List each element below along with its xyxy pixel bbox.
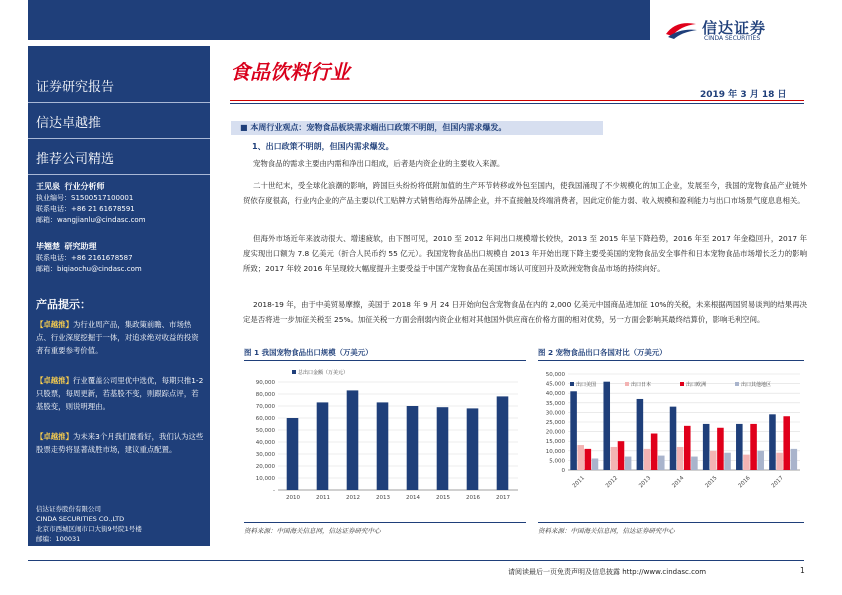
- x-tick-label: 2011: [571, 475, 586, 490]
- legend-swatch: [735, 382, 739, 386]
- x-tick-label: 2014: [671, 475, 686, 490]
- bar: [691, 457, 698, 470]
- figure-rule: [244, 522, 526, 523]
- page-title: 食品饮料行业: [230, 60, 350, 84]
- tip-item: [36, 318, 204, 357]
- email-label: 邮箱：: [36, 216, 57, 224]
- y-tick-label: 40,000: [255, 440, 275, 446]
- bar: [658, 456, 665, 470]
- paragraph: 二十世纪末，受全球化浪潮的影响，跨国巨头纷纷将低附加值的生产环节转移或外包至国内，使我国涌现了不少规模化的加工企业，发展至今，我国的宠物食品产业链外贸依存度很高，行业内企业的产品主要以代工贴牌方式销售给海外品牌企业，并不直接触及终端消费者，因此定价能力弱、收入规模和盈利能力与出口市场景气度息息相关。: [243, 181, 807, 205]
- bar: [736, 424, 743, 470]
- bar: [684, 426, 691, 470]
- tip-tag: 【卓越推】: [36, 432, 73, 441]
- x-tick-label: 2015: [704, 475, 719, 490]
- bar: [347, 390, 359, 490]
- bar: [724, 453, 731, 470]
- figure-1-title: 图 1 我国宠物食品出口规模（万美元）: [244, 348, 373, 357]
- footer-disclaimer[interactable]: 请阅读最后一页免责声明及信息披露 http://www.cindasc.com: [508, 568, 707, 576]
- weekly-view: [240, 122, 506, 133]
- tip-tag: 【卓越推】: [36, 376, 73, 385]
- analyst-title: 行业分析师: [64, 182, 105, 191]
- zip-label: 邮编：: [36, 535, 56, 543]
- title-rule-red: [230, 100, 804, 101]
- paragraph: 但海外市场近年来波动很大、增速疲软，由下图可见，2010 至 2012 年间出口规模增长较快，2013 至 2015 年呈下降趋势，2016 年至 2017 年金稳回升，2017 年度实现出口额为 7.8 亿美元（折合人民币约 55 亿元）。我国宠物食品出口规模自 2013 年开始出现下降主要受美国的宠物食品安全事件和日本宠物食品市场增长乏力的影响所致；2017 年较 2016 年呈现较大幅度提升主要受益于中国产宠物食品在美国市场认可度回升及欧洲宠物食品市场的持续向好。: [243, 234, 807, 273]
- bar: [757, 451, 764, 470]
- legend-swatch: [625, 382, 629, 386]
- bar: [585, 449, 592, 470]
- bar: [317, 402, 329, 490]
- bar: [618, 441, 625, 470]
- bar: [670, 407, 677, 470]
- y-tick-label: 45,000: [545, 381, 565, 388]
- paragraph: 宠物食品的需求主要由内需和净出口组成，后者是内资企业的主要收入来源。: [253, 159, 505, 168]
- assistant-card: [36, 241, 142, 275]
- tips-title: 产品提示：: [36, 298, 91, 311]
- title-rule-blue: [230, 103, 804, 104]
- bar: [611, 447, 618, 470]
- bar: [467, 408, 479, 490]
- y-tick-label: 35,000: [545, 400, 565, 407]
- legend-label: 出口日本: [631, 382, 652, 388]
- cinda-logo: [664, 16, 814, 42]
- x-tick-label: 2013: [376, 495, 390, 501]
- y-tick-label: 70,000: [255, 404, 275, 410]
- x-tick-label: 2012: [604, 475, 620, 490]
- company-info: [36, 504, 142, 544]
- bar: [769, 414, 776, 470]
- y-tick-label: 0: [561, 468, 565, 474]
- bar: [592, 458, 599, 470]
- sidebar-divider: [28, 174, 210, 175]
- legend-swatch: [570, 382, 574, 386]
- sidebar-divider: [28, 138, 210, 139]
- y-tick-label: 50,000: [255, 428, 275, 434]
- legend-label: 总出口金额（万美元）: [298, 370, 349, 376]
- sub-heading: 1、出口政策不明朗，但国内需求爆发。: [252, 142, 394, 151]
- x-tick-label: 2017: [496, 495, 510, 501]
- bar: [287, 418, 299, 490]
- bar: [377, 402, 389, 490]
- bar: [577, 445, 584, 470]
- sidebar: [28, 46, 210, 546]
- bar: [750, 424, 757, 470]
- assistant-name: 毕翘楚: [36, 242, 60, 251]
- bar: [717, 428, 724, 470]
- country-comparison-chart: [538, 362, 804, 520]
- logo-text-en: CINDA SECURITIES: [704, 35, 761, 42]
- y-tick-label: 10,000: [545, 448, 565, 455]
- analyst-name: 王见泉: [36, 182, 60, 191]
- x-tick-label: 2014: [406, 495, 420, 501]
- y-tick-label: 5,000: [549, 458, 565, 465]
- license-number: S1500517100001: [71, 194, 134, 202]
- bar: [677, 447, 684, 470]
- tip-item: [36, 430, 204, 456]
- figure-rule: [538, 522, 804, 523]
- legend-label: 出口美国: [576, 382, 597, 388]
- bar: [710, 451, 717, 470]
- company-address: 北京市西城区闹市口大街9号院1号楼: [36, 525, 142, 533]
- sidebar-divider: [28, 102, 210, 103]
- legend-swatch: [680, 382, 684, 386]
- figure-rule: [244, 360, 526, 361]
- y-tick-label: 25,000: [545, 420, 565, 426]
- x-tick-label: 2017: [770, 475, 785, 490]
- tip-text: 为未来3个月我们最看好，我们认为这些股票走势将显著战胜市场，建议重点配置。: [36, 432, 204, 454]
- figure-2-source: 资料来源：中国海关信息网，信达证券研究中心: [538, 527, 675, 535]
- bar: [703, 424, 710, 470]
- series-name: 信达卓越推: [36, 116, 102, 131]
- tip-text: 为行业周产品，集政策前瞻、市场热点、行业深度挖掘于一体，对追求绝对收益的投资者有重要参考价值。: [36, 320, 199, 355]
- x-tick-label: 2015: [436, 495, 450, 501]
- x-tick-label: 2013: [638, 475, 653, 490]
- bar: [644, 449, 651, 470]
- bar: [497, 396, 509, 490]
- bar: [637, 399, 644, 470]
- y-tick-label: 90,000: [255, 380, 275, 386]
- report-type: 证券研究报告: [36, 80, 115, 95]
- y-tick-label: 30,000: [545, 410, 565, 417]
- x-tick-label: 2016: [466, 495, 480, 501]
- footer-rule: [28, 560, 804, 561]
- phone-label: 联系电话：: [36, 254, 71, 262]
- report-date: 2019 年 3 月 18 日: [700, 90, 787, 100]
- y-tick-label: 20,000: [545, 429, 565, 436]
- phone-number: +86 2161678587: [71, 254, 133, 262]
- email-link[interactable]: wangjianlu@cindasc.com: [57, 216, 146, 224]
- y-tick-label: 60,000: [255, 416, 275, 422]
- bar: [783, 416, 790, 470]
- weekly-view-text: 本周行业观点：宠物食品板块需求端出口政策不明朗，但国内需求爆发。: [250, 123, 507, 132]
- cinda-logo-icon: [664, 16, 698, 40]
- section-name: 推荐公司精选: [36, 152, 115, 167]
- email-link[interactable]: biqiaochu@cindasc.com: [57, 265, 142, 273]
- x-tick-label: 2011: [316, 495, 330, 501]
- phone-number: +86 21 61678591: [71, 205, 135, 213]
- figure-1-source: 资料来源：中国海关信息网，信达证券研究中心: [244, 527, 381, 535]
- x-tick-label: 2016: [737, 475, 752, 490]
- legend-label: 出口欧洲: [686, 382, 707, 388]
- page-number: 1: [800, 566, 805, 575]
- legend-swatch: [292, 370, 296, 374]
- bar: [603, 382, 610, 470]
- y-tick-label: -: [273, 488, 275, 494]
- bar: [651, 434, 658, 470]
- tip-item: [36, 374, 204, 413]
- phone-label: 联系电话：: [36, 205, 71, 213]
- bar: [791, 449, 798, 470]
- logo-text-cn: 信达证券: [702, 19, 767, 37]
- bar: [437, 407, 449, 490]
- y-tick-label: 30,000: [255, 452, 275, 458]
- bar: [407, 406, 419, 490]
- export-scale-chart: [244, 362, 526, 520]
- y-tick-label: 40,000: [545, 391, 565, 398]
- paragraph: 2018-19 年，由于中美贸易摩擦，美国于 2018 年 9 月 24 日开始向包含宠物食品在内的 2,000 亿美元中国商品进加征 10%的关税，未来根据两国贸易谈判的结果再决定是否将进一步加征关税至 25%。加征关税一方面会削弱内资企业相对其他国外供应商在价格方面的相对优势，另一方面会影响其最终结算价，影响毛利空间。: [243, 300, 807, 324]
- license-label: 执业编号：: [36, 194, 71, 202]
- tip-tag: 【卓越推】: [36, 320, 73, 329]
- zip-code: 100031: [55, 535, 81, 543]
- company-name-cn: 信达证券股份有限公司: [36, 505, 101, 513]
- x-tick-label: 2012: [346, 495, 360, 501]
- x-tick-label: 2010: [286, 495, 300, 501]
- bar: [625, 457, 632, 470]
- legend-label: 出口其他地区: [741, 382, 772, 388]
- analyst-card: [36, 181, 146, 226]
- company-name-en: CINDA SECURITIES CO.,LTD: [36, 515, 125, 523]
- y-tick-label: 50,000: [545, 372, 565, 378]
- header-bar: [28, 0, 650, 40]
- bar: [743, 455, 750, 470]
- email-label: 邮箱：: [36, 265, 57, 273]
- y-tick-label: 10,000: [255, 476, 275, 482]
- figure-2-title: 图 2 宠物食品出口各国对比（万美元）: [538, 348, 667, 357]
- assistant-title: 研究助理: [64, 242, 97, 251]
- figure-rule: [538, 360, 804, 361]
- y-tick-label: 80,000: [255, 392, 275, 398]
- tip-text: 行业覆盖公司里优中选优，每期只推1-2只股票，每周更新，若基股不变，则跟踪点评，若基股变，则说明理由。: [36, 376, 204, 411]
- bar: [776, 453, 783, 470]
- y-tick-label: 15,000: [545, 439, 565, 446]
- bar: [570, 391, 577, 470]
- y-tick-label: 20,000: [255, 464, 275, 470]
- bullet-icon: ■: [240, 123, 251, 132]
